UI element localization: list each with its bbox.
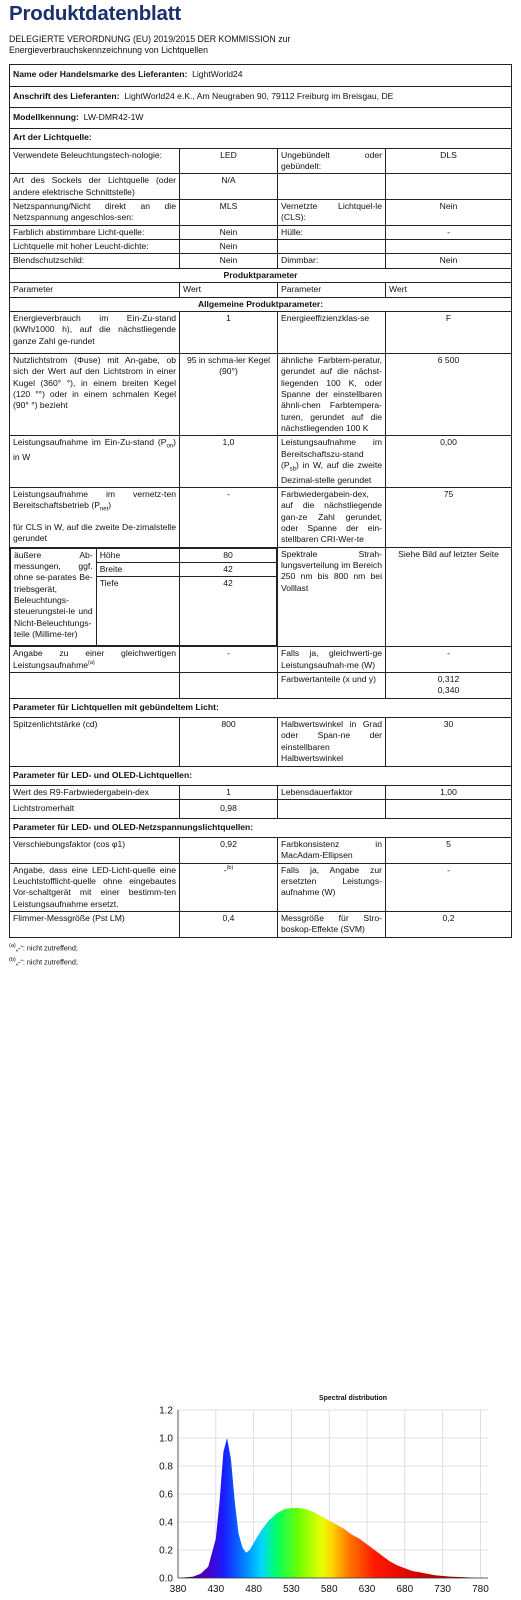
replace-value-text: -: [223, 864, 227, 875]
x-tick-label: 780: [472, 1584, 489, 1595]
energy-consumption-label: Energieverbrauch im Ein-Zu-stand (kWh/1000 h), auf die nächstliegende ganze Zahl ge-rundet: [10, 311, 180, 353]
led-mains-heading-row: [10, 818, 512, 837]
replace-label: Angabe, dass eine LED-Licht-quelle eine Leuchtstofflicht-quelle ohne eingebautes Vor-schaltgerät mit einer bestimm-ten Leistungsaufnahme ersetzt.: [10, 863, 180, 911]
peak-row: [10, 718, 512, 766]
spectral-chart-svg: [148, 1390, 500, 1598]
flicker-value: 0,4: [180, 911, 278, 937]
x-tick-label: 580: [320, 1584, 338, 1595]
lst-value: Nein: [180, 254, 278, 268]
if-yes-label: Falls ja, gleichwerti-ge Leistungsaufnah-me (W): [278, 647, 386, 673]
energy-class-label: Energieeffizienzklas-se: [278, 311, 386, 353]
footnote-a-sup: (a): [9, 942, 16, 949]
lst-value-2: DLS: [386, 148, 512, 174]
supplier-address-value: LightWorld24 e.K., Am Neugraben 90, 79112 Freiburg im Breisgau, DE: [124, 90, 394, 101]
lst-row: [10, 174, 512, 200]
dimension-name: Breite: [96, 563, 179, 577]
stroboscopic-label: Messgröße für Stro-boskop-Effekte (SVM): [278, 911, 386, 937]
lst-label-2: Dimmbar:: [278, 254, 386, 268]
cri-label: Farbwiedergabein-dex, auf die nächstliegende gan-ze Zahl gerundet, oder Spanne der ein-stellbaren CRI-Wer-te: [278, 487, 386, 547]
x-tick-label: 630: [358, 1584, 376, 1595]
replace-row: [10, 863, 512, 911]
equiv-power-row: [10, 647, 512, 673]
x-tick-label: 530: [283, 1584, 300, 1595]
net-standby-label-b: ): [108, 500, 112, 511]
equiv-power-value: -: [180, 647, 278, 673]
maintenance-label: Lichtstromerhalt: [10, 800, 180, 818]
x-tick-label: 480: [245, 1584, 262, 1595]
lst-value: Nein: [180, 240, 278, 254]
lst-row: [10, 225, 512, 239]
net-standby-row: [10, 487, 512, 547]
standby-label-b: ) in W, auf die zweite Dezimal-stelle gerundet: [281, 459, 382, 485]
y-tick-label: 1.0: [159, 1433, 173, 1445]
lst-label: Lichtquelle mit hoher Leucht-dichte:: [10, 240, 180, 254]
stroboscopic-value: 0,2: [386, 911, 512, 937]
lst-row: [10, 240, 512, 254]
maintenance-row: [10, 800, 512, 818]
regulation-intro: [9, 34, 512, 58]
y-tick-label: 1.2: [159, 1405, 173, 1417]
if-yes-value: -: [386, 647, 512, 673]
net-standby-label: [10, 487, 180, 547]
general-params-heading: Allgemeine Produktparameter:: [10, 297, 512, 311]
footnotes: [9, 941, 512, 969]
col-header-value: Wert: [180, 283, 278, 297]
standby-value: 0,00: [386, 436, 512, 488]
chromaticity-x: 0,312: [437, 674, 460, 685]
regulation-line-1: DELEGIERTE VERORDNUNG (EU) 2019/2015 DER KOMMISSION zur: [9, 33, 291, 44]
x-tick-label: 730: [434, 1584, 451, 1595]
lst-value: N/A: [180, 174, 278, 200]
net-standby-value: -: [180, 487, 278, 547]
led-heading-row: [10, 766, 512, 785]
col-header-value-2: Wert: [386, 283, 512, 297]
directional-heading: Parameter für Lichtquellen mit gebündeltem Licht:: [10, 698, 512, 717]
cct-label: ähnliche Farbtem-peratur, gerundet auf die nächst-liegenden 100 K, oder Spanne der einstellbaren ähnli-chen Farbtempera-turen, gerundet auf die nächstliegenden 100 K: [278, 353, 386, 435]
r9-label: Wert des R9-Farbwiedergabein-dex: [10, 785, 180, 799]
dimension-value: 42: [180, 563, 277, 577]
lst-label-2: [278, 174, 386, 200]
directional-heading-row: [10, 698, 512, 717]
dimension-value: 80: [180, 548, 277, 562]
regulation-line-2: Energieverbrauchskennzeichnung von Lichtquellen: [9, 45, 209, 56]
energy-class-value: F: [386, 311, 512, 353]
footnote-a: [9, 941, 512, 955]
flux-value: 95 in schma-ler Kegel (90°): [180, 353, 278, 435]
model-value: LW-DMR42-1W: [83, 112, 144, 123]
col-header-param-2: Parameter: [278, 283, 386, 297]
y-tick-label: 0.0: [159, 1573, 173, 1585]
spectral-label: Spektrale Strah-lungsverteilung im Bereich 250 nm bis 800 nm bei Volllast: [278, 547, 386, 647]
lst-row: [10, 200, 512, 226]
light-source-type-heading: Art der Lichtquelle:: [10, 129, 512, 148]
led-mains-heading: Parameter für LED- und OLED-Netzspannungslichtquellen:: [10, 818, 512, 837]
net-standby-label-c: für CLS in W, auf die zweite De-zimalstelle gerundet: [13, 521, 176, 544]
peak-value: 800: [180, 718, 278, 766]
lst-value-2: -: [386, 225, 512, 239]
maintenance-value: 0,98: [180, 800, 278, 818]
supplier-name-value: LightWorld24: [192, 69, 243, 80]
col-header-param: Parameter: [10, 283, 180, 297]
supplier-address-label: Anschrift des Lieferanten:: [13, 90, 120, 101]
power-on-label-b: ) in W: [13, 437, 176, 462]
dimension-name: Tiefe: [96, 577, 179, 646]
standby-label: [278, 436, 386, 488]
supplier-name-label: Name oder Handelsmarke des Lieferanten:: [13, 69, 188, 80]
displacement-value: 0,92: [180, 837, 278, 863]
x-tick-label: 680: [396, 1584, 414, 1595]
equiv-power-sup: (a): [88, 659, 95, 666]
footnote-b: [9, 955, 512, 969]
lst-label-2: [278, 240, 386, 254]
energy-consumption-value: 1: [180, 311, 278, 353]
lst-value-2: [386, 240, 512, 254]
consistency-label: Farbkonsistenz in MacAdam-Ellipsen: [278, 837, 386, 863]
general-params-heading-row: [10, 297, 512, 311]
footnote-b-text: „-“: nicht zutreffend;: [15, 957, 78, 967]
chromaticity-value: [386, 673, 512, 699]
dimensions-label: äußere Ab-messungen, ggf. ohne se-parates Be-triebsgerät, Beleuchtungs-steuerungstei-le und Nicht-Beleuchtungs-teile (Millime-ter): [11, 548, 97, 646]
equiv-power-label-text: Angabe zu einer gleichwertigen Leistungsaufnahme: [13, 648, 176, 670]
replace-sup: (b): [226, 864, 234, 871]
lst-label-2: Vernetzte Lichtquel-le (CLS):: [278, 200, 386, 226]
equiv-power-label: [10, 647, 180, 673]
standby-label-a: Leistungsaufnahme im Bereitschaftszu-stand (P: [281, 437, 382, 470]
chromaticity-row: [10, 673, 512, 699]
lst-label: Blendschutzschild:: [10, 254, 180, 268]
flicker-row: [10, 911, 512, 937]
flux-row: [10, 353, 512, 435]
net-standby-label-a: Leistungsaufnahme im vernetz-ten Bereitschaftsbetrieb (P: [13, 488, 176, 511]
lst-value: MLS: [180, 200, 278, 226]
page-title: Produktdatenblatt: [9, 2, 181, 25]
y-tick-label: 0.4: [159, 1517, 173, 1529]
lst-value: Nein: [180, 225, 278, 239]
supplier-name-row: [10, 65, 512, 86]
beam-value: 30: [386, 718, 512, 766]
data-table: [9, 64, 512, 937]
flux-label: Nutzlichtstrom (Φuse) mit An-gabe, ob sich der Wert auf den Lichtstrom in einer Kugel (360° °), in einem breiten Kegel (120 °°) oder in einem schmalen Kegel (90° °) bezieht: [10, 353, 180, 435]
power-on-sub: on: [166, 444, 174, 450]
power-on-value: 1,0: [180, 436, 278, 488]
flicker-label: Flimmer-Messgröße (Pst LM): [10, 911, 180, 937]
consistency-value: 5: [386, 837, 512, 863]
dimensions-row: [10, 547, 512, 647]
cri-value: 75: [386, 487, 512, 547]
power-row: [10, 436, 512, 488]
lst-value-2: [386, 174, 512, 200]
r9-value: 1: [180, 785, 278, 799]
net-standby-sub: net: [99, 507, 109, 513]
y-tick-label: 0.2: [159, 1545, 173, 1557]
lst-value-2: Nein: [386, 254, 512, 268]
x-tick-label: 380: [169, 1584, 187, 1595]
standby-sub: sb: [289, 466, 296, 473]
survival-value: 1,00: [386, 785, 512, 799]
spectral-value: Siehe Bild auf letzter Seite: [386, 547, 512, 647]
lst-row: [10, 148, 512, 174]
chart-title: Spectral distribution: [318, 1395, 388, 1402]
replace-value: [180, 863, 278, 911]
displacement-row: [10, 837, 512, 863]
lst-label: Farblich abstimmbare Licht-quelle:: [10, 225, 180, 239]
column-header-row: [10, 283, 512, 297]
dimensions-table: [10, 548, 277, 647]
dimension-name: Höhe: [96, 548, 179, 562]
footnote-a-text: „-“: nicht zutreffend;: [15, 943, 78, 953]
displacement-label: Verschiebungsfaktor (cos φ1): [10, 837, 180, 863]
chromaticity-label: Farbwertanteile (x und y): [278, 673, 386, 699]
lst-row: [10, 254, 512, 268]
model-label: Modellkennung:: [13, 112, 79, 123]
chromaticity-y: 0,340: [437, 685, 460, 696]
lst-label: Art des Sockels der Lichtquelle (oder andere elektrische Schnittstelle): [10, 174, 180, 200]
replace-if-yes-label: Falls ja, Angabe zur ersetzten Leistungs-aufnahme (W): [278, 863, 386, 911]
model-row: [10, 108, 512, 129]
lst-value-2: Nein: [386, 200, 512, 226]
lst-label-2: Hülle:: [278, 225, 386, 239]
y-tick-label: 0.8: [159, 1461, 173, 1473]
dimension-value: 42: [180, 577, 277, 646]
light-source-type-heading-row: [10, 129, 512, 148]
beam-label: Halbwertswinkel in Grad oder Span-ne der einstellbaren Halbwertswinkel: [278, 718, 386, 766]
footnote-b-sup: (b): [9, 956, 16, 963]
x-tick-label: 430: [207, 1584, 225, 1595]
lst-label: Netzspannung/Nicht direkt an die Netzspannung angeschlos-sen:: [10, 200, 180, 226]
lst-label-2: Ungebündelt oder gebündelt:: [278, 148, 386, 174]
led-heading: Parameter für LED- und OLED-Lichtquellen:: [10, 766, 512, 785]
cct-value: 6 500: [386, 353, 512, 435]
spectral-chart: [148, 1390, 500, 1598]
product-params-heading: Produktparameter: [10, 268, 512, 282]
lst-value: LED: [180, 148, 278, 174]
power-on-label: [10, 436, 180, 488]
peak-label: Spitzenlichtstärke (cd): [10, 718, 180, 766]
replace-if-yes-value: -: [386, 863, 512, 911]
energy-row: [10, 311, 512, 353]
lst-label: Verwendete Beleuchtungstech-nologie:: [10, 148, 180, 174]
supplier-address-row: [10, 86, 512, 107]
survival-label: Lebensdauerfaktor: [278, 785, 386, 799]
r9-row: [10, 785, 512, 799]
y-tick-label: 0.6: [159, 1489, 173, 1501]
power-on-label-a: Leistungsaufnahme im Ein-Zu-stand (P: [13, 437, 167, 448]
product-params-heading-row: [10, 268, 512, 282]
